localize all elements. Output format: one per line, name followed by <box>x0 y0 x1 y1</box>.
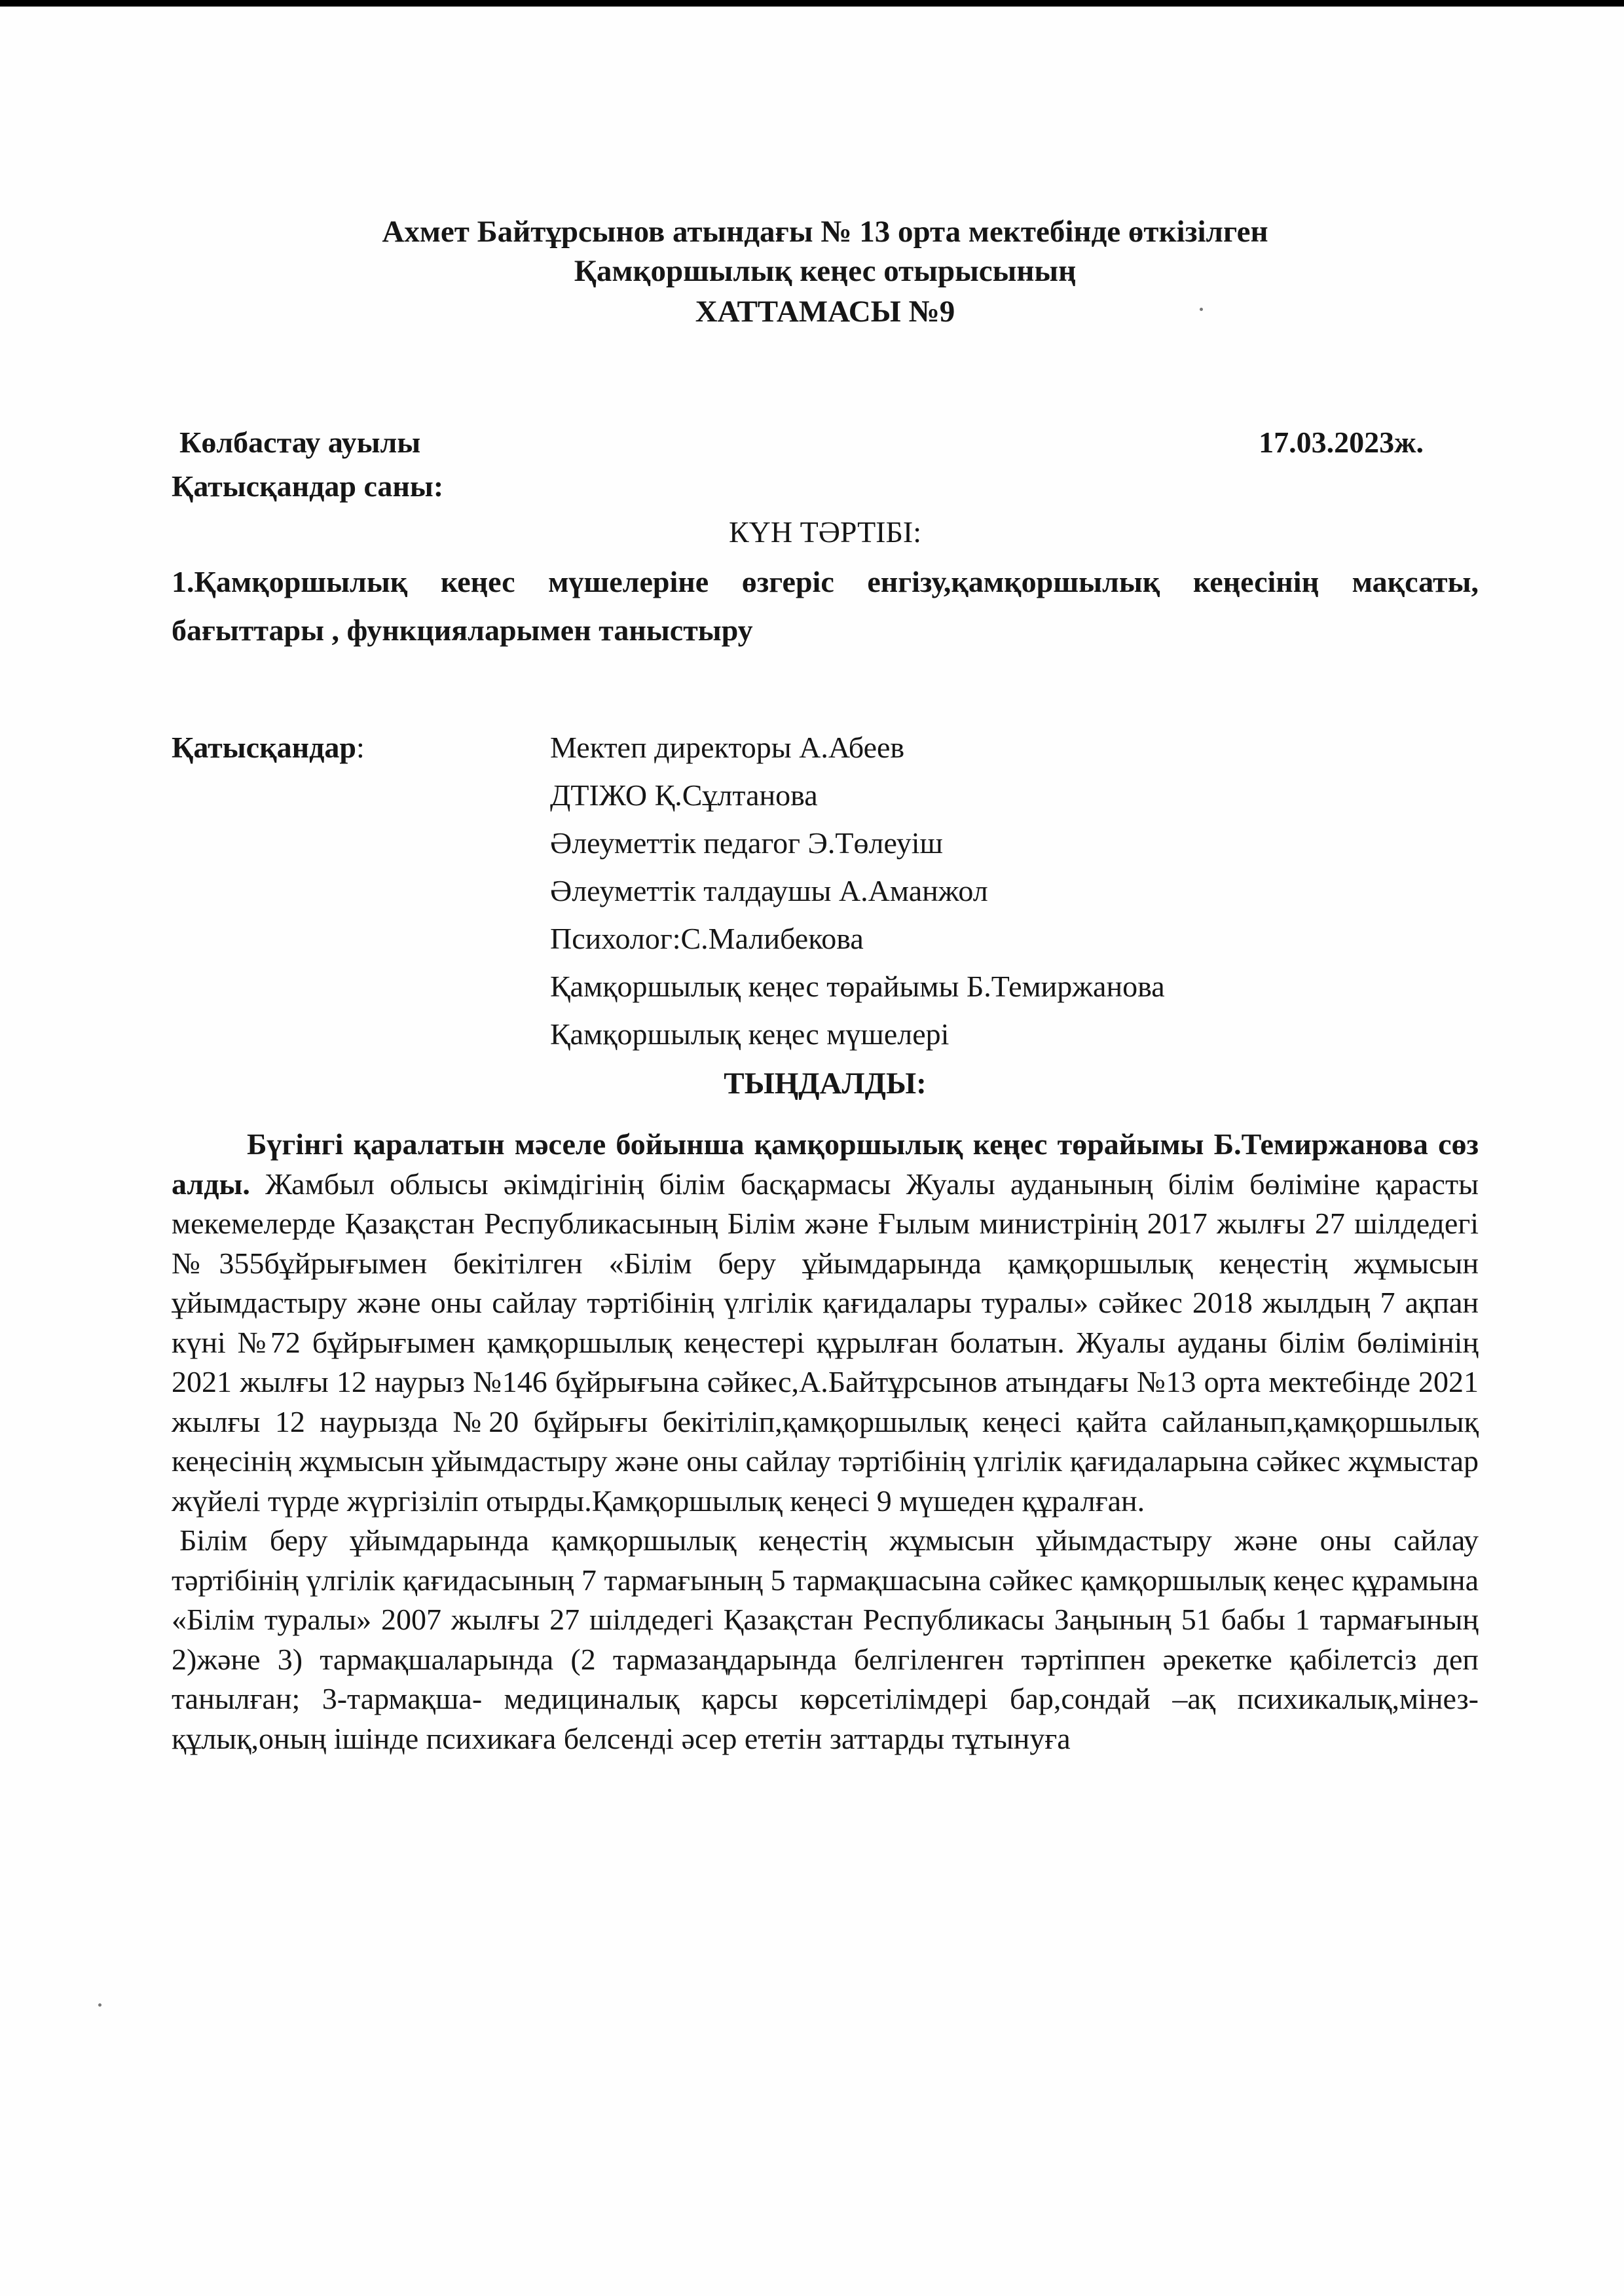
speaker-intro: Бүгінгі қаралатын мәселе бойынша қамқоршылық кеңес төрайымы Б.Темиржанова сөз алды. <box>172 1127 1479 1201</box>
participant-item: Әлеуметтік талдаушы А.Аманжол <box>550 874 988 907</box>
paragraph <box>172 1125 1479 1521</box>
agenda-heading: КҮН ТӘРТІБІ: <box>728 515 921 549</box>
council-title: Қамқоршылық кеңес отырысының <box>574 254 1077 288</box>
heard-heading: ТЫҢДАЛДЫ: <box>724 1066 927 1101</box>
minutes-body <box>172 1125 1479 1758</box>
meeting-date: 17.03.2023ж. <box>1259 426 1424 459</box>
participant-item: Қамқоршылық кеңес төрайымы Б.Темиржанова <box>550 970 1165 1003</box>
place-name: Көлбастау ауылы <box>179 426 421 459</box>
participant-item: ДТІЖО Қ.Сұлтанова <box>550 778 818 812</box>
protocol-title: ХАТТАМАСЫ №9 <box>695 295 955 329</box>
agenda-item: 1.Қамқоршылық кеңес мүшелеріне өзгеріс енгізу,қамқоршылық кеңесінің мақсаты, бағыттары , функцияларымен таныстыру <box>172 565 1479 647</box>
paragraph: Білім беру ұйымдарында қамқоршылық кеңестің жұмысын ұйымдастыру және оны сайлау тәртібінің үлгілік қағидасының 7 тармағының 5 тармақшасына сәйкес қамқоршылық кеңес құрамына «Білім туралы» 2007 жылғы 27 шілдедегі Қазақстан Республикасы Заңының 51 бабы 1 тармағының 2)және 3) тармақшаларында (2 тармазаңдарында белгіленген тәртіппен әрекетке қабілетсіз деп танылған; 3-тармақша- медициналық қарсы көрсетілімдері бар,сондай –ақ психикалық,мінез-құлық,оның ішінде психикаға белсенді әсер ететін заттарды тұтынуға <box>172 1523 1479 1755</box>
participants-list <box>550 723 1467 1058</box>
participant-item: Әлеуметтік педагог Э.Төлеуіш <box>550 826 943 860</box>
paragraph-text: Жамбыл облысы әкімдігінің білім басқармасы Жуалы ауданының білім бөліміне қарасты мекемелерде Қазақстан Республикасының Білім және Ғылым министрінің 2017 жылғы 27 шілдедегі №355бұйрығымен бекітілген «Білім беру ұйымдарында қамқоршылық кеңестің жұмысын ұйымдастыру және оны сайлау тәртібінің үлгілік қағидалары туралы» сәйкес 2018 жылдың 7 ақпан күні №72 бұйрығымен қамқоршылық кеңестері құрылған болатын. Жуалы ауданы білім бөлімінің 2021 жылғы 12 наурыз №146 бұйрығына сәйкес,А.Байтұрсынов атындағы №13 орта мектебінде 2021 жылғы 12 наурызда №20 бұйрығы бекітіліп,қамқоршылық кеңесі қайта сайланып,қамқоршылық кеңесінің жұмысын ұйымдастыру және оны сайлау тәртібінің үлгілік қағидаларына сәйкес жұмыстар жүйелі түрде жүргізіліп отырды.Қамқоршылық кеңесі 9 мүшеден құралған. <box>172 1167 1479 1518</box>
scan-edge <box>0 0 1624 7</box>
school-title: Ахмет Байтұрсынов атындағы № 13 орта мектебінде өткізілген <box>382 215 1268 249</box>
participant-item: Мектеп директоры А.Абеев <box>550 731 905 764</box>
participants-label: Қатысқандар: <box>172 731 365 764</box>
place-date-row <box>179 424 1424 461</box>
participant-item: Психолог:С.Малибекова <box>550 922 864 955</box>
participant-item: Қамқоршылық кеңес мүшелері <box>550 1017 950 1051</box>
scan-speck <box>98 2003 101 2007</box>
attendance-count-label: Қатысқандар саны: <box>172 469 444 503</box>
